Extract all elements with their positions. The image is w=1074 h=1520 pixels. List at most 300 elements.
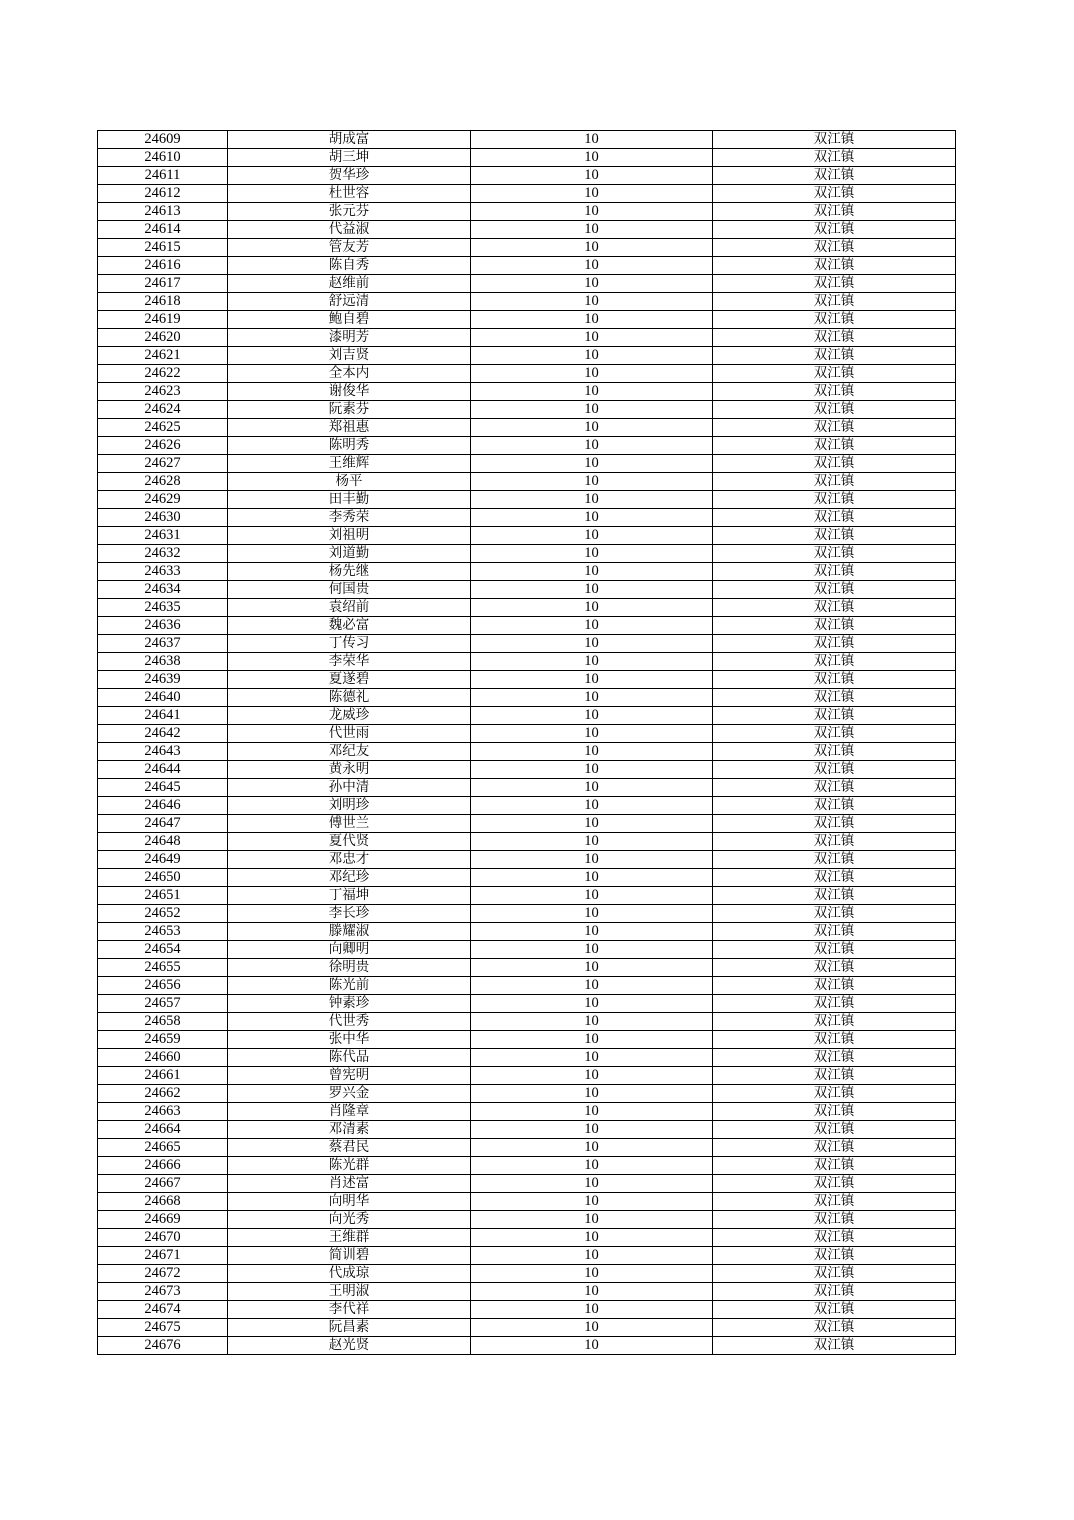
id-cell: 24614 <box>98 221 228 239</box>
name-cell: 黄永明 <box>228 761 471 779</box>
town-cell: 双江镇 <box>713 437 956 455</box>
name-cell: 简训碧 <box>228 1247 471 1265</box>
amount-cell: 10 <box>471 743 713 761</box>
town-cell: 双江镇 <box>713 1121 956 1139</box>
amount-cell: 10 <box>471 581 713 599</box>
name-cell: 邓忠才 <box>228 851 471 869</box>
town-cell: 双江镇 <box>713 599 956 617</box>
name-cell: 曾宪明 <box>228 1067 471 1085</box>
table-row <box>98 1031 956 1049</box>
id-cell: 24644 <box>98 761 228 779</box>
id-cell: 24609 <box>98 131 228 149</box>
id-cell: 24632 <box>98 545 228 563</box>
name-cell: 田丰勤 <box>228 491 471 509</box>
amount-cell: 10 <box>471 1265 713 1283</box>
amount-cell: 10 <box>471 887 713 905</box>
name-cell: 肖隆章 <box>228 1103 471 1121</box>
town-cell: 双江镇 <box>713 1067 956 1085</box>
town-cell: 双江镇 <box>713 293 956 311</box>
id-cell: 24665 <box>98 1139 228 1157</box>
amount-cell: 10 <box>471 905 713 923</box>
id-cell: 24650 <box>98 869 228 887</box>
table-row <box>98 347 956 365</box>
id-cell: 24626 <box>98 437 228 455</box>
town-cell: 双江镇 <box>713 383 956 401</box>
town-cell: 双江镇 <box>713 329 956 347</box>
id-cell: 24646 <box>98 797 228 815</box>
table-row <box>98 1049 956 1067</box>
id-cell: 24635 <box>98 599 228 617</box>
town-cell: 双江镇 <box>713 833 956 851</box>
id-cell: 24657 <box>98 995 228 1013</box>
town-cell: 双江镇 <box>713 743 956 761</box>
table-row <box>98 1283 956 1301</box>
table-row <box>98 977 956 995</box>
table-row <box>98 1301 956 1319</box>
amount-cell: 10 <box>471 527 713 545</box>
town-cell: 双江镇 <box>713 671 956 689</box>
name-cell: 李荣华 <box>228 653 471 671</box>
table-body <box>98 131 956 1355</box>
name-cell: 张元芬 <box>228 203 471 221</box>
name-cell: 全本内 <box>228 365 471 383</box>
name-cell: 王维辉 <box>228 455 471 473</box>
amount-cell: 10 <box>471 473 713 491</box>
amount-cell: 10 <box>471 707 713 725</box>
name-cell: 袁绍前 <box>228 599 471 617</box>
name-cell: 胡成富 <box>228 131 471 149</box>
name-cell: 李代祥 <box>228 1301 471 1319</box>
id-cell: 24645 <box>98 779 228 797</box>
town-cell: 双江镇 <box>713 1175 956 1193</box>
table-row <box>98 869 956 887</box>
table-row <box>98 1319 956 1337</box>
id-cell: 24666 <box>98 1157 228 1175</box>
town-cell: 双江镇 <box>713 653 956 671</box>
id-cell: 24616 <box>98 257 228 275</box>
town-cell: 双江镇 <box>713 185 956 203</box>
name-cell: 刘吉贤 <box>228 347 471 365</box>
amount-cell: 10 <box>471 1013 713 1031</box>
table-row <box>98 617 956 635</box>
town-cell: 双江镇 <box>713 365 956 383</box>
amount-cell: 10 <box>471 131 713 149</box>
name-cell: 杨先继 <box>228 563 471 581</box>
amount-cell: 10 <box>471 383 713 401</box>
name-cell: 杜世容 <box>228 185 471 203</box>
name-cell: 陈自秀 <box>228 257 471 275</box>
amount-cell: 10 <box>471 221 713 239</box>
id-cell: 24630 <box>98 509 228 527</box>
name-cell: 夏代贤 <box>228 833 471 851</box>
id-cell: 24674 <box>98 1301 228 1319</box>
id-cell: 24627 <box>98 455 228 473</box>
table-row <box>98 473 956 491</box>
name-cell: 管友芳 <box>228 239 471 257</box>
id-cell: 24667 <box>98 1175 228 1193</box>
table-row <box>98 959 956 977</box>
id-cell: 24647 <box>98 815 228 833</box>
amount-cell: 10 <box>471 167 713 185</box>
town-cell: 双江镇 <box>713 1049 956 1067</box>
table-row <box>98 509 956 527</box>
id-cell: 24634 <box>98 581 228 599</box>
town-cell: 双江镇 <box>713 887 956 905</box>
amount-cell: 10 <box>471 599 713 617</box>
id-cell: 24658 <box>98 1013 228 1031</box>
town-cell: 双江镇 <box>713 347 956 365</box>
amount-cell: 10 <box>471 1247 713 1265</box>
town-cell: 双江镇 <box>713 707 956 725</box>
table-row <box>98 1211 956 1229</box>
table-row <box>98 275 956 293</box>
id-cell: 24670 <box>98 1229 228 1247</box>
id-cell: 24671 <box>98 1247 228 1265</box>
amount-cell: 10 <box>471 203 713 221</box>
name-cell: 向光秀 <box>228 1211 471 1229</box>
town-cell: 双江镇 <box>713 617 956 635</box>
town-cell: 双江镇 <box>713 563 956 581</box>
id-cell: 24623 <box>98 383 228 401</box>
name-cell: 罗兴金 <box>228 1085 471 1103</box>
amount-cell: 10 <box>471 1049 713 1067</box>
id-cell: 24631 <box>98 527 228 545</box>
id-cell: 24622 <box>98 365 228 383</box>
name-cell: 赵光贤 <box>228 1337 471 1355</box>
table-row <box>98 149 956 167</box>
town-cell: 双江镇 <box>713 1247 956 1265</box>
amount-cell: 10 <box>471 365 713 383</box>
id-cell: 24617 <box>98 275 228 293</box>
town-cell: 双江镇 <box>713 761 956 779</box>
table-row <box>98 1121 956 1139</box>
id-cell: 24611 <box>98 167 228 185</box>
amount-cell: 10 <box>471 293 713 311</box>
amount-cell: 10 <box>471 185 713 203</box>
town-cell: 双江镇 <box>713 1283 956 1301</box>
town-cell: 双江镇 <box>713 1139 956 1157</box>
table-row <box>98 1193 956 1211</box>
name-cell: 赵维前 <box>228 275 471 293</box>
amount-cell: 10 <box>471 329 713 347</box>
table-row <box>98 1175 956 1193</box>
id-cell: 24661 <box>98 1067 228 1085</box>
id-cell: 24668 <box>98 1193 228 1211</box>
town-cell: 双江镇 <box>713 635 956 653</box>
amount-cell: 10 <box>471 437 713 455</box>
town-cell: 双江镇 <box>713 995 956 1013</box>
table-row <box>98 635 956 653</box>
amount-cell: 10 <box>471 923 713 941</box>
table-row <box>98 365 956 383</box>
amount-cell: 10 <box>471 401 713 419</box>
town-cell: 双江镇 <box>713 1157 956 1175</box>
table-row <box>98 491 956 509</box>
town-cell: 双江镇 <box>713 977 956 995</box>
table-row <box>98 887 956 905</box>
table-row <box>98 653 956 671</box>
amount-cell: 10 <box>471 977 713 995</box>
id-cell: 24649 <box>98 851 228 869</box>
name-cell: 贺华珍 <box>228 167 471 185</box>
name-cell: 杨平 <box>228 473 471 491</box>
amount-cell: 10 <box>471 149 713 167</box>
town-cell: 双江镇 <box>713 545 956 563</box>
amount-cell: 10 <box>471 257 713 275</box>
table-row <box>98 167 956 185</box>
town-cell: 双江镇 <box>713 527 956 545</box>
amount-cell: 10 <box>471 491 713 509</box>
id-cell: 24651 <box>98 887 228 905</box>
id-cell: 24660 <box>98 1049 228 1067</box>
table-row <box>98 599 956 617</box>
town-cell: 双江镇 <box>713 869 956 887</box>
table-row <box>98 1013 956 1031</box>
name-cell: 谢俊华 <box>228 383 471 401</box>
id-cell: 24662 <box>98 1085 228 1103</box>
amount-cell: 10 <box>471 239 713 257</box>
table-row <box>98 221 956 239</box>
amount-cell: 10 <box>471 1319 713 1337</box>
name-cell: 邓清素 <box>228 1121 471 1139</box>
town-cell: 双江镇 <box>713 221 956 239</box>
table-row <box>98 293 956 311</box>
amount-cell: 10 <box>471 1085 713 1103</box>
amount-cell: 10 <box>471 959 713 977</box>
town-cell: 双江镇 <box>713 1193 956 1211</box>
id-cell: 24673 <box>98 1283 228 1301</box>
name-cell: 何国贵 <box>228 581 471 599</box>
town-cell: 双江镇 <box>713 815 956 833</box>
name-cell: 邓纪珍 <box>228 869 471 887</box>
town-cell: 双江镇 <box>713 959 956 977</box>
town-cell: 双江镇 <box>713 1265 956 1283</box>
id-cell: 24675 <box>98 1319 228 1337</box>
town-cell: 双江镇 <box>713 725 956 743</box>
table-row <box>98 707 956 725</box>
town-cell: 双江镇 <box>713 851 956 869</box>
name-cell: 代世秀 <box>228 1013 471 1031</box>
table-row <box>98 1139 956 1157</box>
table-row <box>98 383 956 401</box>
id-cell: 24654 <box>98 941 228 959</box>
amount-cell: 10 <box>471 1337 713 1355</box>
table-row <box>98 1067 956 1085</box>
id-cell: 24618 <box>98 293 228 311</box>
data-table <box>97 130 956 1355</box>
table-row <box>98 455 956 473</box>
name-cell: 龙威珍 <box>228 707 471 725</box>
town-cell: 双江镇 <box>713 1013 956 1031</box>
amount-cell: 10 <box>471 761 713 779</box>
amount-cell: 10 <box>471 1067 713 1085</box>
town-cell: 双江镇 <box>713 1229 956 1247</box>
name-cell: 王明淑 <box>228 1283 471 1301</box>
table-row <box>98 743 956 761</box>
town-cell: 双江镇 <box>713 491 956 509</box>
table-row <box>98 131 956 149</box>
name-cell: 邓纪友 <box>228 743 471 761</box>
id-cell: 24624 <box>98 401 228 419</box>
id-cell: 24636 <box>98 617 228 635</box>
amount-cell: 10 <box>471 1031 713 1049</box>
name-cell: 陈代品 <box>228 1049 471 1067</box>
amount-cell: 10 <box>471 1157 713 1175</box>
town-cell: 双江镇 <box>713 941 956 959</box>
name-cell: 李长珍 <box>228 905 471 923</box>
amount-cell: 10 <box>471 1139 713 1157</box>
town-cell: 双江镇 <box>713 1085 956 1103</box>
amount-cell: 10 <box>471 833 713 851</box>
amount-cell: 10 <box>471 1121 713 1139</box>
amount-cell: 10 <box>471 941 713 959</box>
town-cell: 双江镇 <box>713 311 956 329</box>
amount-cell: 10 <box>471 851 713 869</box>
table-row <box>98 329 956 347</box>
town-cell: 双江镇 <box>713 1301 956 1319</box>
table-row <box>98 797 956 815</box>
name-cell: 丁传习 <box>228 635 471 653</box>
name-cell: 鲍自碧 <box>228 311 471 329</box>
name-cell: 张中华 <box>228 1031 471 1049</box>
amount-cell: 10 <box>471 725 713 743</box>
id-cell: 24621 <box>98 347 228 365</box>
name-cell: 傅世兰 <box>228 815 471 833</box>
id-cell: 24664 <box>98 1121 228 1139</box>
table-row <box>98 203 956 221</box>
amount-cell: 10 <box>471 1175 713 1193</box>
table-row <box>98 1157 956 1175</box>
table-row <box>98 1247 956 1265</box>
town-cell: 双江镇 <box>713 401 956 419</box>
name-cell: 王维群 <box>228 1229 471 1247</box>
amount-cell: 10 <box>471 653 713 671</box>
amount-cell: 10 <box>471 815 713 833</box>
id-cell: 24610 <box>98 149 228 167</box>
name-cell: 丁福坤 <box>228 887 471 905</box>
amount-cell: 10 <box>471 347 713 365</box>
name-cell: 滕耀淑 <box>228 923 471 941</box>
table-row <box>98 1265 956 1283</box>
id-cell: 24613 <box>98 203 228 221</box>
town-cell: 双江镇 <box>713 905 956 923</box>
town-cell: 双江镇 <box>713 239 956 257</box>
id-cell: 24655 <box>98 959 228 977</box>
id-cell: 24663 <box>98 1103 228 1121</box>
amount-cell: 10 <box>471 275 713 293</box>
amount-cell: 10 <box>471 995 713 1013</box>
town-cell: 双江镇 <box>713 149 956 167</box>
name-cell: 刘道勤 <box>228 545 471 563</box>
table-row <box>98 311 956 329</box>
amount-cell: 10 <box>471 455 713 473</box>
amount-cell: 10 <box>471 797 713 815</box>
town-cell: 双江镇 <box>713 581 956 599</box>
name-cell: 郑祖惠 <box>228 419 471 437</box>
table-row <box>98 581 956 599</box>
id-cell: 24619 <box>98 311 228 329</box>
amount-cell: 10 <box>471 563 713 581</box>
amount-cell: 10 <box>471 869 713 887</box>
table-row <box>98 689 956 707</box>
id-cell: 24672 <box>98 1265 228 1283</box>
name-cell: 徐明贵 <box>228 959 471 977</box>
amount-cell: 10 <box>471 1229 713 1247</box>
name-cell: 代益淑 <box>228 221 471 239</box>
name-cell: 代世雨 <box>228 725 471 743</box>
table-row <box>98 437 956 455</box>
table-row <box>98 923 956 941</box>
town-cell: 双江镇 <box>713 1031 956 1049</box>
town-cell: 双江镇 <box>713 797 956 815</box>
town-cell: 双江镇 <box>713 923 956 941</box>
amount-cell: 10 <box>471 509 713 527</box>
table-row <box>98 257 956 275</box>
amount-cell: 10 <box>471 545 713 563</box>
amount-cell: 10 <box>471 671 713 689</box>
amount-cell: 10 <box>471 419 713 437</box>
amount-cell: 10 <box>471 617 713 635</box>
town-cell: 双江镇 <box>713 1103 956 1121</box>
id-cell: 24625 <box>98 419 228 437</box>
name-cell: 孙中清 <box>228 779 471 797</box>
town-cell: 双江镇 <box>713 275 956 293</box>
town-cell: 双江镇 <box>713 779 956 797</box>
amount-cell: 10 <box>471 1103 713 1121</box>
amount-cell: 10 <box>471 779 713 797</box>
town-cell: 双江镇 <box>713 455 956 473</box>
name-cell: 代成琼 <box>228 1265 471 1283</box>
id-cell: 24641 <box>98 707 228 725</box>
name-cell: 肖述富 <box>228 1175 471 1193</box>
amount-cell: 10 <box>471 1301 713 1319</box>
id-cell: 24612 <box>98 185 228 203</box>
table-row <box>98 563 956 581</box>
town-cell: 双江镇 <box>713 1319 956 1337</box>
table-row <box>98 1085 956 1103</box>
id-cell: 24653 <box>98 923 228 941</box>
table-row <box>98 995 956 1013</box>
name-cell: 李秀荣 <box>228 509 471 527</box>
id-cell: 24669 <box>98 1211 228 1229</box>
name-cell: 陈德礼 <box>228 689 471 707</box>
table-row <box>98 833 956 851</box>
id-cell: 24642 <box>98 725 228 743</box>
town-cell: 双江镇 <box>713 509 956 527</box>
id-cell: 24638 <box>98 653 228 671</box>
name-cell: 舒远清 <box>228 293 471 311</box>
name-cell: 向明华 <box>228 1193 471 1211</box>
id-cell: 24633 <box>98 563 228 581</box>
table-row <box>98 725 956 743</box>
table-row <box>98 671 956 689</box>
town-cell: 双江镇 <box>713 689 956 707</box>
name-cell: 胡三坤 <box>228 149 471 167</box>
id-cell: 24659 <box>98 1031 228 1049</box>
table-row <box>98 905 956 923</box>
town-cell: 双江镇 <box>713 257 956 275</box>
town-cell: 双江镇 <box>713 203 956 221</box>
name-cell: 漆明芳 <box>228 329 471 347</box>
table-row <box>98 941 956 959</box>
name-cell: 陈光群 <box>228 1157 471 1175</box>
id-cell: 24615 <box>98 239 228 257</box>
id-cell: 24676 <box>98 1337 228 1355</box>
name-cell: 刘祖明 <box>228 527 471 545</box>
name-cell: 蔡君民 <box>228 1139 471 1157</box>
id-cell: 24637 <box>98 635 228 653</box>
table-row <box>98 1229 956 1247</box>
